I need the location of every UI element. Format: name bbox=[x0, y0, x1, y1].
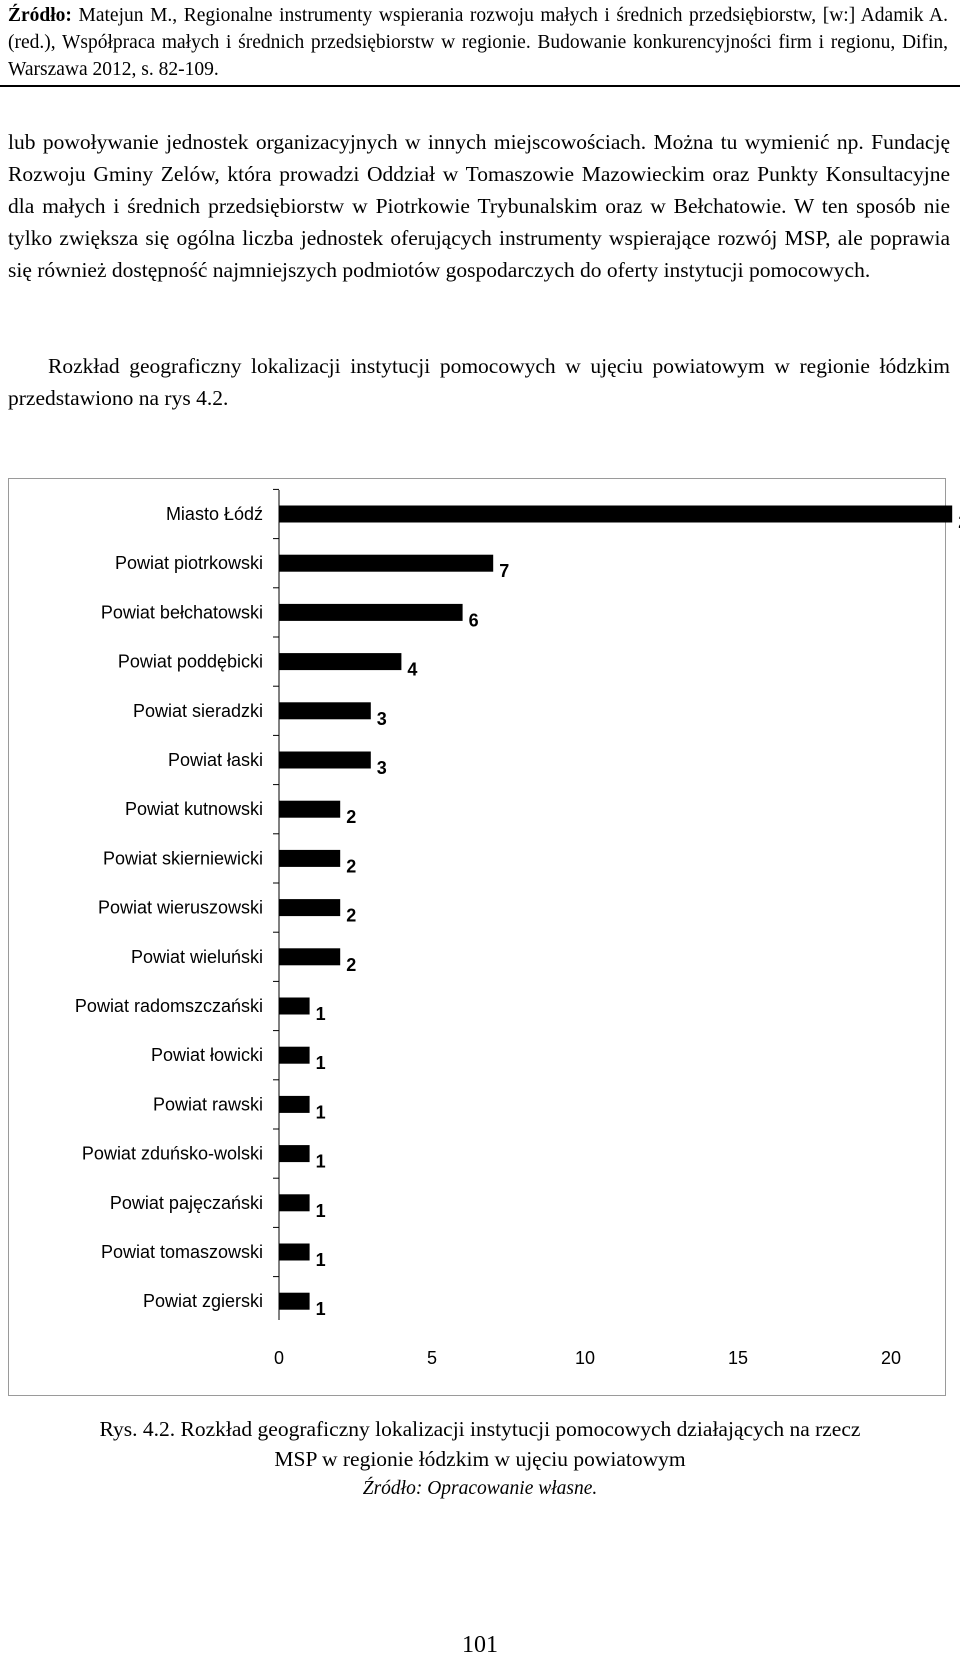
category-label: Powiat zgierski bbox=[142, 1291, 263, 1312]
data-label: 1 bbox=[315, 1004, 326, 1024]
data-label: 1 bbox=[315, 1299, 326, 1320]
x-tick-label: 0 bbox=[273, 1348, 285, 1368]
data-label: 2 bbox=[346, 856, 357, 877]
data-label: 2 bbox=[346, 807, 357, 828]
bar bbox=[279, 899, 340, 916]
figure-caption-line-1: Rys. 4.2. Rozkład geograficzny lokalizacji instytucji pomocowych działających na rzecz bbox=[99, 1417, 861, 1441]
category-label: Powiat skierniewicki bbox=[102, 848, 263, 869]
bar bbox=[279, 653, 401, 670]
category-label: Powiat wieluński bbox=[130, 946, 263, 967]
x-tick-label: 20 bbox=[880, 1348, 902, 1368]
bar bbox=[279, 752, 371, 769]
category-label: Powiat poddębicki bbox=[117, 651, 263, 672]
bar bbox=[279, 506, 952, 523]
category-label: Powiat wieruszowski bbox=[97, 897, 263, 918]
data-label: 1 bbox=[315, 1102, 326, 1123]
category-label: Powiat zduńsko-wolski bbox=[81, 1143, 263, 1164]
data-label: 1 bbox=[315, 1200, 326, 1221]
bar bbox=[279, 1145, 310, 1162]
data-label: 2 bbox=[346, 954, 357, 975]
category-label: Powiat kutnowski bbox=[124, 799, 263, 820]
category-label: Powiat łowicki bbox=[150, 1045, 263, 1066]
body-paragraph-1: lub powoływanie jednostek organizacyjnych w innych miejscowościach. Można tu wymienić np. Fundację Rozwoju Gminy Zelów, która prowadzi Oddział w Tomaszowie Mazowieckim oraz Punkty Konsultacyjne dla małych i średnich przedsiębiorstw w Piotrkowie Trybunalskim oraz w Bełchatowie. W ten sposób nie tylko zwiększa się ogólna liczba jednostek oferujących instrumenty wspierające rozwój MSP, ale poprawia się również dostępność najmniejszych podmiotów gospodarczych do oferty instytucji pomocowych. bbox=[8, 130, 950, 282]
category-label: Powiat rawski bbox=[152, 1094, 263, 1115]
category-label: Powiat tomaszowski bbox=[100, 1242, 263, 1262]
bar bbox=[279, 1244, 310, 1261]
bar bbox=[279, 850, 340, 867]
category-label: Powiat bełchatowski bbox=[100, 602, 263, 623]
figure-source: Źródło: Opracowanie własne. bbox=[362, 1478, 598, 1499]
page-number: 101 bbox=[462, 1632, 498, 1658]
x-tick-label: 15 bbox=[727, 1348, 749, 1368]
source-text: Matejun M., Regionalne instrumenty wspierania rozwoju małych i średnich przedsiębiorstw, [w:] Adamik A. (red.), Współpraca małych i średnich przedsiębiorstw w regionie. Budowanie konkurencyjności firm i regionu, Difin, Warszawa 2012, s. 82-109. bbox=[8, 5, 948, 80]
bar bbox=[279, 1293, 310, 1310]
bar bbox=[279, 555, 493, 572]
source-label: Źródło: bbox=[8, 5, 72, 26]
bar bbox=[279, 1194, 310, 1211]
x-tick-label: 10 bbox=[574, 1348, 596, 1368]
category-label: Powiat łaski bbox=[167, 750, 263, 770]
data-label: 4 bbox=[407, 659, 418, 680]
x-tick-label: 5 bbox=[426, 1348, 438, 1368]
bar bbox=[279, 604, 463, 621]
body-paragraph-2: Rozkład geograficzny lokalizacji instytucji pomocowych w ujęciu powiatowym w regionie łódzkim przedstawiono na rys 4.2. bbox=[8, 354, 950, 410]
data-label: 3 bbox=[376, 758, 387, 778]
bar bbox=[279, 948, 340, 965]
figure-caption-line-2: MSP w regionie łódzkim w ujęciu powiatowym bbox=[274, 1447, 686, 1471]
data-label: 2 bbox=[346, 905, 357, 926]
category-label: Miasto Łódź bbox=[165, 504, 263, 524]
data-label: 1 bbox=[315, 1053, 326, 1074]
category-label: Powiat radomszczański bbox=[74, 996, 263, 1016]
data-label: 3 bbox=[376, 708, 387, 729]
bar bbox=[279, 801, 340, 818]
bar bbox=[279, 1096, 310, 1113]
bar bbox=[279, 702, 371, 719]
category-label: Powiat piotrkowski bbox=[114, 553, 263, 574]
data-label: 7 bbox=[499, 561, 510, 582]
data-label: 1 bbox=[315, 1250, 326, 1270]
data-label: 1 bbox=[315, 1151, 326, 1172]
bar bbox=[279, 998, 310, 1015]
category-label: Powiat sieradzki bbox=[132, 700, 263, 721]
category-label: Powiat pajęczański bbox=[109, 1192, 263, 1213]
data-label: 6 bbox=[468, 610, 479, 631]
bar bbox=[279, 1047, 310, 1064]
